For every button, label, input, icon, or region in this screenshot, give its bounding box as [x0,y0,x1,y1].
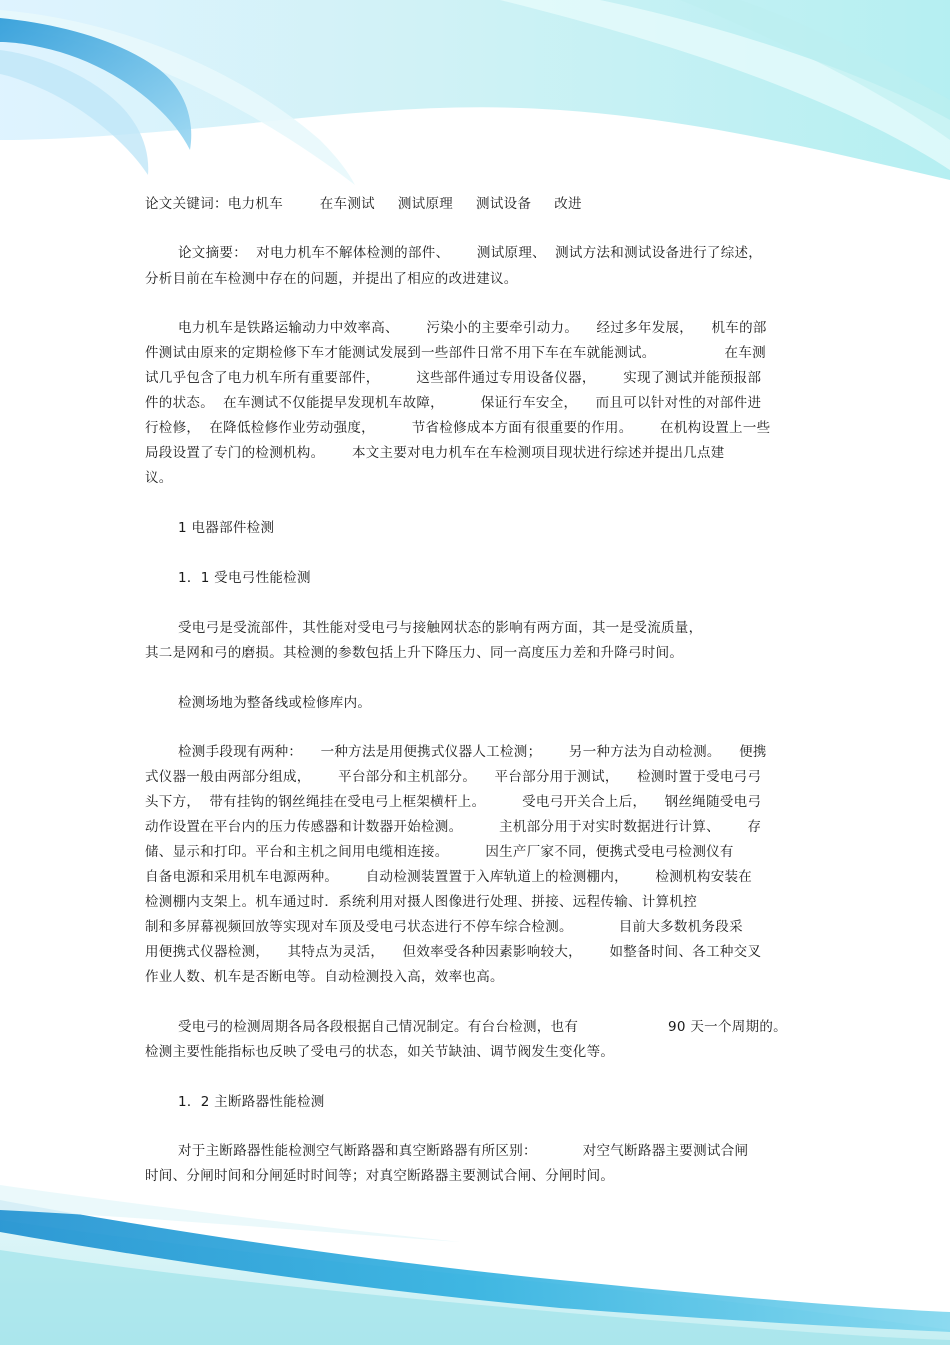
body-line: 电力机车是铁路运输动力中效率高、 污染小的主要牵引动力。 经过多年发展， 机车的部 [178,320,767,336]
abstract-line: 分析目前在车检测中存在的问题，并提出了相应的改进建议。 [145,271,518,287]
body-line: 时间、分闸时间和分闸延时时间等；对真空断路器主要测试合闸、分闸时间。 [145,1168,615,1184]
body-line: 制和多屏幕视频回放等实现对车顶及受电弓状态进行不停车综合检测。 目前大多数机务段采 [145,919,743,935]
body-line: 储、显示和打印。平台和主机之间用电缆相连接。 因生产厂家不同，便携式受电弓检测仪有 [145,844,734,860]
subsection-heading: 1．2 主断路器性能检测 [178,1094,325,1110]
body-line: 局段设置了专门的检测机构。 本文主要对电力机车在车检测项目现状进行综述并提出几点建 [145,445,725,461]
body-line: 检测场地为整备线或检修库内。 [178,695,372,711]
body-line: 件测试由原来的定期检修下车才能测试发展到一些部件日常不用下车在车就能测试。 在车测 [145,345,766,361]
body-line: 受电弓的检测周期各局各段根据自己情况制定。有台台检测，也有 [178,1019,579,1035]
body-line: 式仪器一般由两部分组成， 平台部分和主机部分。 平台部分用于测试， 检测时置于受电弓弓 [145,769,762,785]
body-line: 检测手段现有两种： 一种方法是用便携式仪器人工检测； 另一种方法为自动检测。 便携 [178,744,767,760]
section-heading: 1 电器部件检测 [178,520,275,536]
body-line: 作业人数、机车是否断电等。自动检测投入高，效率也高。 [145,969,504,985]
body-line: 90 天一个周期的。 [668,1019,787,1035]
body-line: 议。 [145,470,173,486]
body-line: 行检修， 在降低检修作业劳动强度， 节省检修成本方面有很重要的作用。 在机构设置上一些 [145,420,771,436]
body-line: 用便携式仪器检测， 其特点为灵活， 但效率受各种因素影响较大， 如整备时间、各工种交叉 [145,944,762,960]
subsection-heading: 1．1 受电弓性能检测 [178,570,311,586]
body-line: 检测主要性能指标也反映了受电弓的状态，如关节缺油、调节阀发生变化等。 [145,1044,615,1060]
keywords-line: 论文关键词：电力机车 在车测试 测试原理 测试设备 改进 [145,196,582,212]
abstract-line: 论文摘要： 对电力机车不解体检测的部件、 测试原理、 测试方法和测试设备进行了综述， [178,245,763,261]
body-line: 自备电源和采用机车电源两种。 自动检测装置置于入库轨道上的检测棚内， 检测机构安装在 [145,869,753,885]
body-line: 对于主断路器性能检测空气断路器和真空断路器有所区别： 对空气断路器主要测试合闸 [178,1143,749,1159]
body-line: 头下方， 带有挂钩的钢丝绳挂在受电弓上框架横杆上。 受电弓开关合上后， 钢丝绳随受电弓 [145,794,762,810]
body-line: 动作设置在平台内的压力传感器和计数器开始检测。 主机部分用于对实时数据进行计算、 存 [145,819,762,835]
body-line: 其二是网和弓的磨损。其检测的参数包括上升下降压力、同一高度压力差和升降弓时间。 [145,645,684,661]
body-line: 受电弓是受流部件，其性能对受电弓与接触网状态的影响有两方面，其一是受流质量， [178,620,703,636]
body-line: 检测棚内支架上。机车通过时．系统利用对摄人图像进行处理、拼接、远程传输、计算机控 [145,894,697,910]
body-line: 件的状态。 在车测试不仅能提早发现机车故障， 保证行车安全， 而且可以针对性的对部件进 [145,395,762,411]
body-line: 试几乎包含了电力机车所有重要部件， 这些部件通过专用设备仪器， 实现了测试并能预报部 [145,370,762,386]
